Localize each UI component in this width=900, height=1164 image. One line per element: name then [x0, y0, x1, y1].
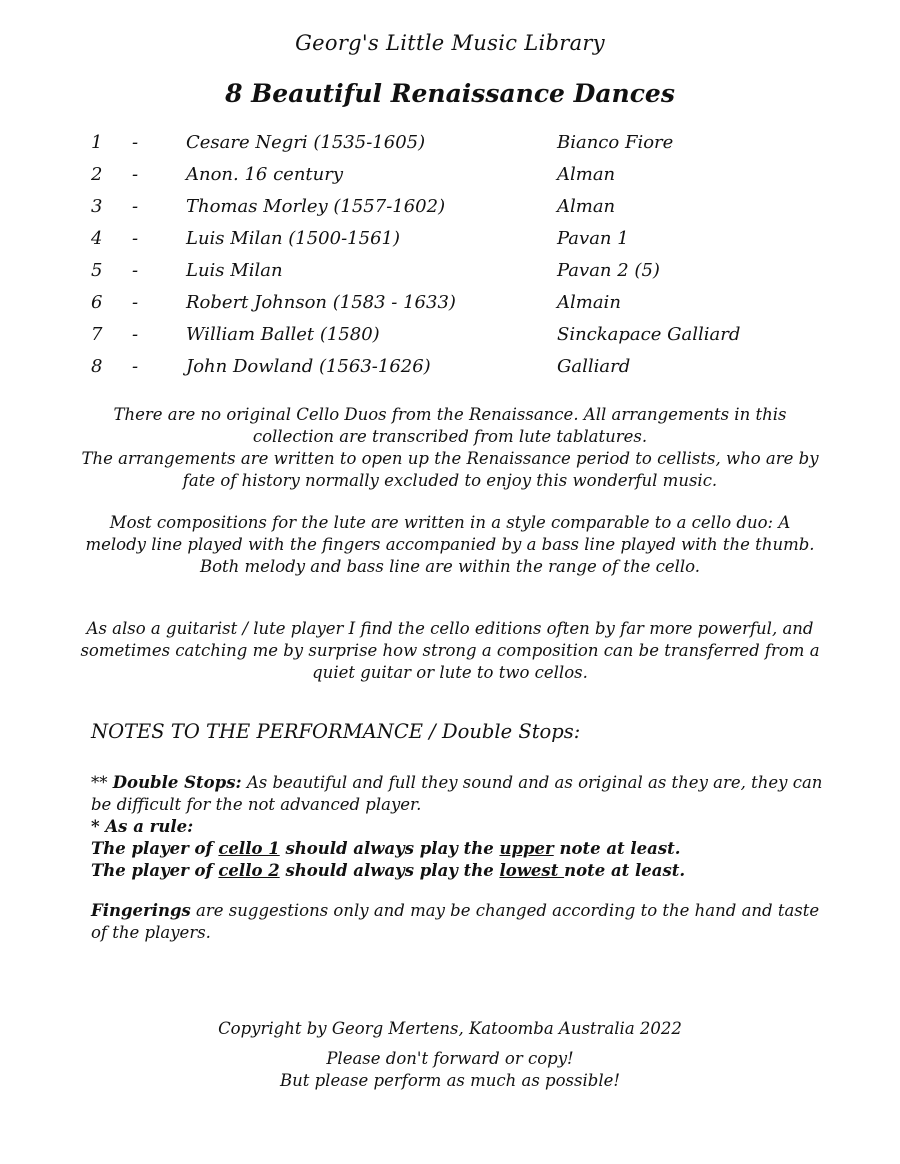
closing-message: [0, 1048, 900, 1092]
rule-text: should always play the: [279, 861, 500, 880]
rule-text: The player of: [91, 839, 219, 858]
dance-row: [0, 225, 900, 257]
intro-section-guitarist: [80, 618, 820, 684]
dance-row: [0, 193, 900, 225]
dance-composer: Thomas Morley (1557-1602): [186, 196, 446, 217]
rule-cello-1: [91, 838, 831, 860]
dance-number: 6: [91, 292, 103, 313]
intro-paragraph: There are no original Cello Duos from the Renaissance. All arrangements in this collection are transcribed from lute tablatures.: [113, 405, 787, 446]
rule-note-ref: lowest: [499, 861, 565, 880]
rule-cello-ref: cello 2: [218, 861, 280, 880]
double-stops-notes: [91, 772, 831, 882]
dance-row: [0, 129, 900, 161]
dance-row: [0, 321, 900, 353]
rule-text: note at least.: [553, 839, 681, 858]
dance-composer: Robert Johnson (1583 - 1633): [186, 292, 456, 313]
dance-number: 3: [91, 196, 103, 217]
dance-title: Alman: [557, 164, 616, 185]
dance-list: [0, 129, 900, 385]
dance-separator: -: [132, 228, 139, 249]
closing-line: But please perform as much as possible!: [279, 1071, 620, 1090]
copyright-line: Copyright by Georg Mertens, Katoomba Australia 2022: [218, 1019, 682, 1038]
rule-label: * As a rule:: [91, 817, 194, 836]
dance-composer: Luis Milan (1500-1561): [186, 228, 400, 249]
dance-composer: William Ballet (1580): [186, 324, 380, 345]
dance-number: 4: [91, 228, 103, 249]
dance-title: Galliard: [557, 356, 631, 377]
double-stops-prefix: **: [91, 773, 113, 792]
intro-section-style: [80, 512, 820, 578]
dance-title: Almain: [557, 292, 621, 313]
dance-separator: -: [132, 260, 139, 281]
intro-paragraph: Both melody and bass line are within the range of the cello.: [199, 557, 701, 576]
fingerings-paragraph: [91, 900, 831, 944]
fingerings-notes: [91, 900, 831, 944]
library-title: Georg's Little Music Library: [295, 31, 605, 55]
rule-cello-2: [91, 860, 831, 882]
dance-number: 8: [91, 356, 103, 377]
rule-text: note at least.: [564, 861, 686, 880]
dance-separator: -: [132, 132, 139, 153]
closing-line: Please don't forward or copy!: [326, 1049, 574, 1068]
intro-section-origin: [80, 404, 820, 492]
dance-number: 2: [91, 164, 103, 185]
dance-separator: -: [132, 196, 139, 217]
dance-number: 5: [91, 260, 103, 281]
page-title: 8 Beautiful Renaissance Dances: [225, 79, 675, 108]
dance-composer: Luis Milan: [186, 260, 283, 281]
dance-title: Pavan 1: [557, 228, 629, 249]
rule-note-ref: upper: [499, 839, 554, 858]
dance-row: [0, 257, 900, 289]
notes-heading: NOTES TO THE PERFORMANCE / Double Stops:: [91, 720, 581, 743]
dance-separator: -: [132, 164, 139, 185]
rule-text: The player of: [91, 861, 219, 880]
dance-composer: Anon. 16 century: [186, 164, 344, 185]
dance-title: Pavan 2 (5): [557, 260, 660, 281]
fingerings-label: Fingerings: [91, 901, 191, 920]
dance-title: Alman: [557, 196, 616, 217]
rule-cello-ref: cello 1: [218, 839, 280, 858]
double-stops-text: As beautiful and full they sound and as original as they are, they can be difficult for the not advanced player.: [91, 773, 823, 814]
dance-composer: John Dowland (1563-1626): [186, 356, 431, 377]
dance-title: Bianco Fiore: [557, 132, 674, 153]
dance-number: 7: [91, 324, 103, 345]
dance-separator: -: [132, 356, 139, 377]
intro-paragraph: The arrangements are written to open up the Renaissance period to cellists, who are by fate of history normally excluded to enjoy this wonderful music.: [81, 449, 819, 490]
dance-row: [0, 353, 900, 385]
dance-composer: Cesare Negri (1535-1605): [186, 132, 426, 153]
rule-text: should always play the: [279, 839, 500, 858]
fingerings-text: are suggestions only and may be changed according to the hand and taste of the players.: [91, 901, 820, 942]
intro-paragraph: Most compositions for the lute are written in a style comparable to a cello duo: A melody line played with the fingers accompanied by a bass line played with the thumb.: [85, 513, 815, 554]
dance-row: [0, 161, 900, 193]
intro-paragraph: As also a guitarist / lute player I find the cello editions often by far more powerful, and sometimes catching me by surprise how strong a composition can be transferred from a quiet guitar or lute to two cellos.: [80, 619, 820, 682]
dance-title: Sinckapace Galliard: [557, 324, 741, 345]
dance-separator: -: [132, 324, 139, 345]
dance-separator: -: [132, 292, 139, 313]
dance-number: 1: [91, 132, 103, 153]
dance-row: [0, 289, 900, 321]
double-stops-paragraph: [91, 772, 831, 816]
double-stops-label: Double Stops:: [112, 773, 242, 792]
